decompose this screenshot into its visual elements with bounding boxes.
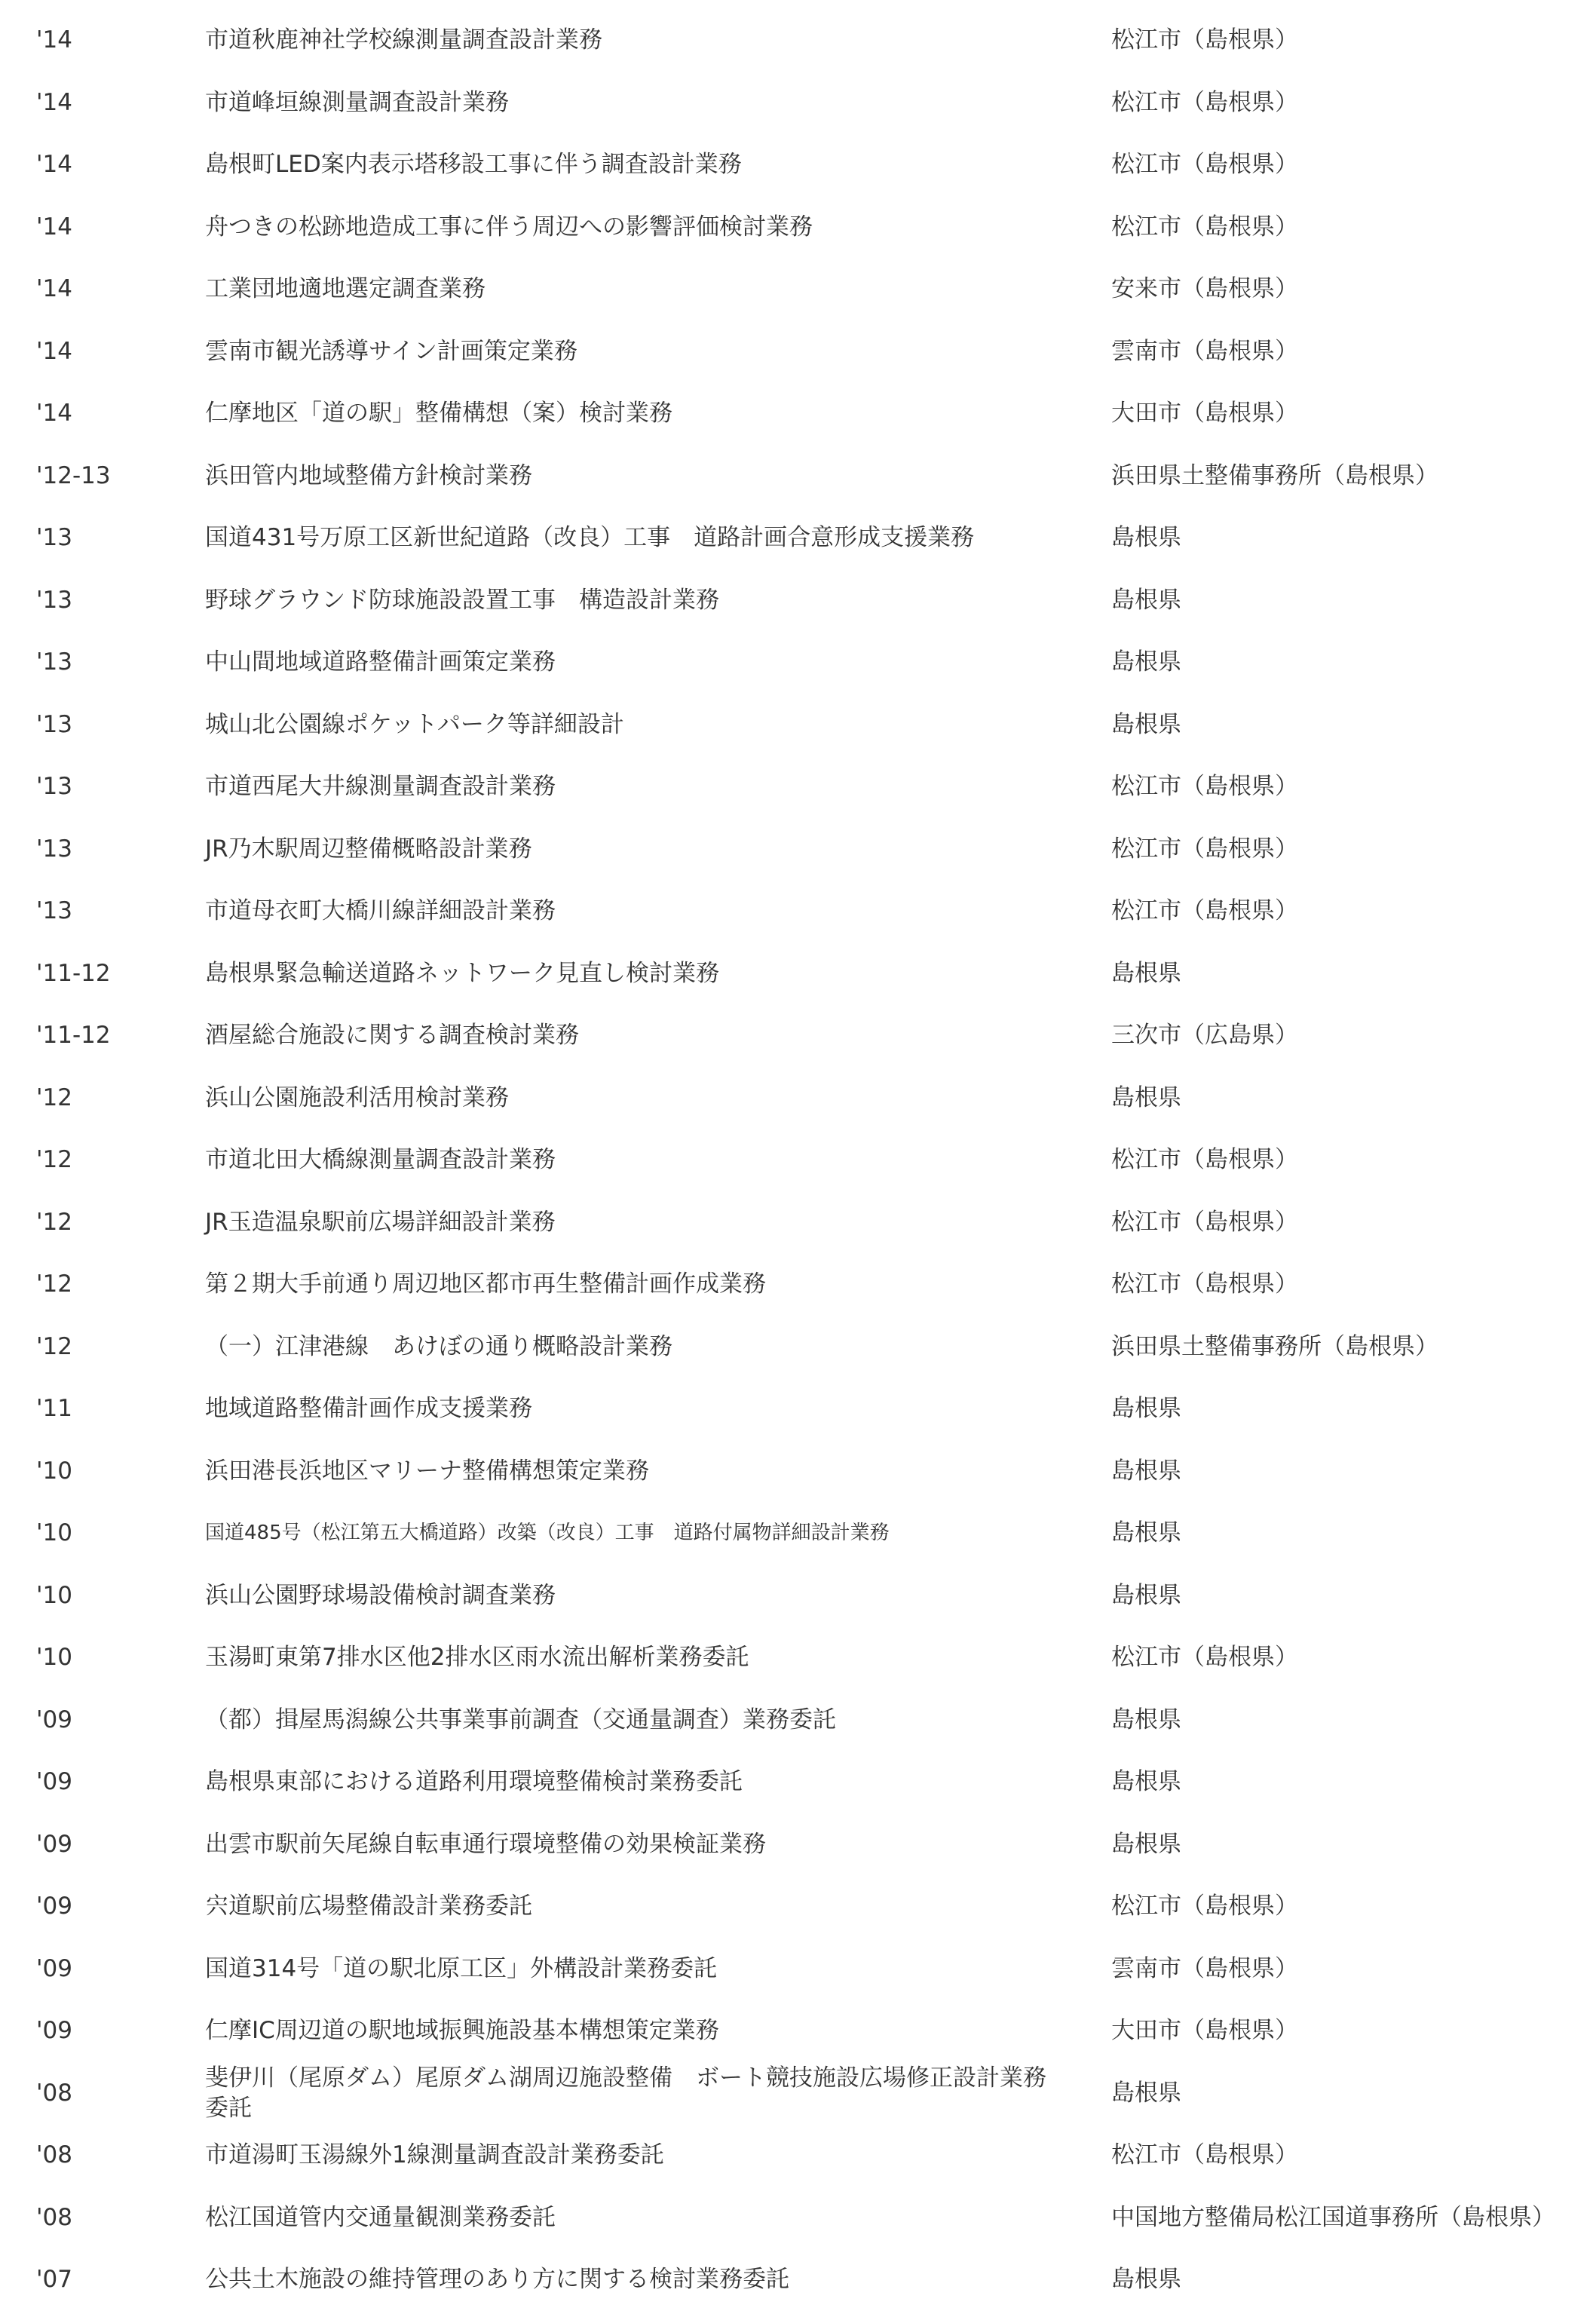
project-year: '14 [36,26,72,54]
project-year: '14 [36,151,72,179]
project-row [0,2187,1596,2249]
project-row [0,631,1596,694]
project-year: '14 [36,337,72,365]
project-client: 島根県 [1111,2079,1181,2107]
project-year: '07 [36,2266,72,2294]
project-row [0,1191,1596,1254]
project-year: '11 [36,1395,72,1423]
project-year: '08 [36,2141,72,2169]
project-year: '13 [36,897,72,925]
project-row [0,1067,1596,1129]
project-title: 雲南市観光誘導サイン計画策定業務 [205,337,577,365]
project-year: '09 [36,1893,72,1920]
project-row [0,756,1596,818]
project-title: 仁摩地区「道の駅」整備構想（案）検討業務 [205,400,672,428]
project-row [0,880,1596,942]
project-year: '10 [36,1457,72,1485]
project-row [0,1004,1596,1067]
project-title: 浜田港長浜地区マリーナ整備構想策定業務 [205,1457,649,1485]
project-row [0,1689,1596,1752]
project-year: '14 [36,275,72,303]
project-title: 斐伊川（尾原ダム）尾原ダム湖周辺施設整備 ボート競技施設広場修正設計業務委託 [205,2064,1046,2122]
project-row [0,72,1596,134]
project-title: 市道湯町玉湯線外1線測量調査設計業務委託 [205,2141,664,2169]
project-row [0,818,1596,881]
project-title: （一）江津港線 あけぼの通り概略設計業務 [205,1332,672,1360]
project-row [0,320,1596,383]
project-title: 浜山公園施設利活用検討業務 [205,1083,509,1111]
project-client: 島根県 [1111,1581,1181,1609]
project-year: '10 [36,1519,72,1547]
project-year: '09 [36,1768,72,1796]
project-row [0,1440,1596,1503]
project-title: 酒屋総合施設に関する調査検討業務 [205,1022,579,1050]
project-title: 市道西尾大井線測量調査設計業務 [205,773,556,801]
project-row [0,942,1596,1005]
project-title: 工業団地適地選定調査業務 [205,275,486,303]
project-title: 第２期大手前通り周辺地区都市再生整備計画作成業務 [205,1270,766,1298]
project-title: 島根町LED案内表示塔移設工事に伴う調査設計業務 [205,151,742,179]
project-row [0,1502,1596,1565]
project-title: 市道北田大橋線測量調査設計業務 [205,1146,556,1174]
project-client: 島根県 [1111,1083,1181,1111]
project-year: '14 [36,400,72,428]
project-client: 松江市（島根県） [1111,213,1298,241]
project-row [0,1129,1596,1191]
project-title: 国道314号「道の駅北原工区」外構設計業務委託 [205,1954,718,1982]
project-year: '14 [36,88,72,116]
project-row [0,1938,1596,2000]
project-row [0,1565,1596,1627]
project-client: 島根県 [1111,1519,1181,1547]
project-client: 島根県 [1111,586,1181,614]
project-row [0,1751,1596,1813]
project-year: '10 [36,1581,72,1609]
project-row [0,196,1596,259]
project-client: 松江市（島根県） [1111,1893,1298,1920]
project-client: 浜田県土整備事務所（島根県） [1111,461,1438,489]
project-row [0,1316,1596,1378]
project-title: （都）揖屋馬潟線公共事業事前調査（交通量調査）業務委託 [205,1706,836,1733]
project-year: '13 [36,773,72,801]
project-year: '10 [36,1644,72,1672]
project-title: 出雲市駅前矢尾線自転車通行環境整備の効果検証業務 [205,1830,766,1858]
project-client: 島根県 [1111,1830,1181,1858]
project-year: '12 [36,1332,72,1360]
project-row [0,507,1596,569]
project-row [0,694,1596,756]
project-row [0,2248,1596,2311]
project-client: 松江市（島根県） [1111,1208,1298,1236]
project-title: 国道485号（松江第五大橋道路）改築（改良）工事 道路付属物詳細設計業務 [205,1522,890,1545]
project-client: 島根県 [1111,524,1181,552]
project-row [0,445,1596,507]
project-row [0,569,1596,632]
project-client: 松江市（島根県） [1111,835,1298,863]
project-title: 浜田管内地域整備方針検討業務 [205,461,532,489]
project-year: '12 [36,1208,72,1236]
project-client: 島根県 [1111,2266,1181,2294]
project-row [0,133,1596,196]
project-row [0,1875,1596,1938]
project-client: 島根県 [1111,959,1181,987]
project-title: 市道峰垣線測量調査設計業務 [205,88,509,116]
project-year: '09 [36,1954,72,1982]
project-title: 中山間地域道路整備計画策定業務 [205,648,556,676]
project-client: 松江市（島根県） [1111,26,1298,54]
project-title: 市道母衣町大橋川線詳細設計業務 [205,897,556,925]
project-client: 雲南市（島根県） [1111,1954,1298,1982]
project-client: 島根県 [1111,710,1181,738]
project-client: 松江市（島根県） [1111,151,1298,179]
project-row [0,382,1596,445]
project-title: 島根県緊急輸送道路ネットワーク見直し検討業務 [205,959,719,987]
project-title: 仁摩IC周辺道の駅地域振興施設基本構想策定業務 [205,2017,719,2045]
project-client: 松江市（島根県） [1111,88,1298,116]
project-title: 玉湯町東第7排水区他2排水区雨水流出解析業務委託 [205,1644,749,1672]
project-client: 中国地方整備局松江国道事務所（島根県） [1111,2203,1555,2231]
project-year: '13 [36,524,72,552]
project-client: 松江市（島根県） [1111,897,1298,925]
project-title: 松江国道管内交通量観測業務委託 [205,2203,556,2231]
project-client: 松江市（島根県） [1111,2141,1298,2169]
project-year: '11-12 [36,959,111,987]
project-client: 島根県 [1111,648,1181,676]
project-client: 松江市（島根県） [1111,773,1298,801]
project-year: '08 [36,2203,72,2231]
project-year: '14 [36,213,72,241]
project-title: 宍道駅前広場整備設計業務委託 [205,1893,532,1920]
project-year: '13 [36,586,72,614]
project-title: 浜山公園野球場設備検討調査業務 [205,1581,556,1609]
project-client: 大田市（島根県） [1111,400,1298,428]
project-client: 大田市（島根県） [1111,2017,1298,2045]
project-title: 市道秋鹿神社学校線測量調査設計業務 [205,26,602,54]
project-title: JR乃木駅周辺整備概略設計業務 [205,835,532,863]
project-row [0,1813,1596,1876]
project-year: '13 [36,648,72,676]
project-row [0,2000,1596,2062]
project-title: JR玉造温泉駅前広場詳細設計業務 [205,1208,556,1236]
project-client: 松江市（島根県） [1111,1270,1298,1298]
project-year: '12 [36,1083,72,1111]
project-client: 島根県 [1111,1395,1181,1423]
project-row [0,1626,1596,1689]
project-row [0,2062,1596,2125]
project-client: 松江市（島根県） [1111,1146,1298,1174]
project-title: 野球グラウンド防球施設設置工事 構造設計業務 [205,586,719,614]
project-title: 国道431号万原工区新世紀道路（改良）工事 道路計画合意形成支援業務 [205,524,975,552]
project-client: 浜田県土整備事務所（島根県） [1111,1332,1438,1360]
project-client: 雲南市（島根県） [1111,337,1298,365]
project-year: '12-13 [36,461,111,489]
project-client: 安来市（島根県） [1111,275,1298,303]
project-client: 松江市（島根県） [1111,1644,1298,1672]
project-row [0,2124,1596,2187]
project-year: '09 [36,2017,72,2045]
project-row [0,1253,1596,1316]
project-title: 公共土木施設の維持管理のあり方に関する検討業務委託 [205,2266,789,2294]
project-year: '13 [36,710,72,738]
project-year: '09 [36,1830,72,1858]
project-client: 島根県 [1111,1768,1181,1796]
project-year: '11-12 [36,1022,111,1050]
project-row [0,258,1596,320]
project-title: 島根県東部における道路利用環境整備検討業務委託 [205,1768,743,1796]
project-title: 舟つきの松跡地造成工事に伴う周辺への影響評価検討業務 [205,213,813,241]
project-year: '12 [36,1146,72,1174]
project-client: 島根県 [1111,1706,1181,1733]
project-title: 城山北公園線ポケットパーク等詳細設計 [205,710,624,738]
project-client: 島根県 [1111,1457,1181,1485]
project-client: 三次市（広島県） [1111,1022,1298,1050]
project-year: '12 [36,1270,72,1298]
project-row [0,1378,1596,1440]
project-row [0,9,1596,72]
project-year: '08 [36,2079,72,2107]
project-title: 地域道路整備計画作成支援業務 [205,1395,532,1423]
project-year: '13 [36,835,72,863]
project-year: '09 [36,1706,72,1733]
